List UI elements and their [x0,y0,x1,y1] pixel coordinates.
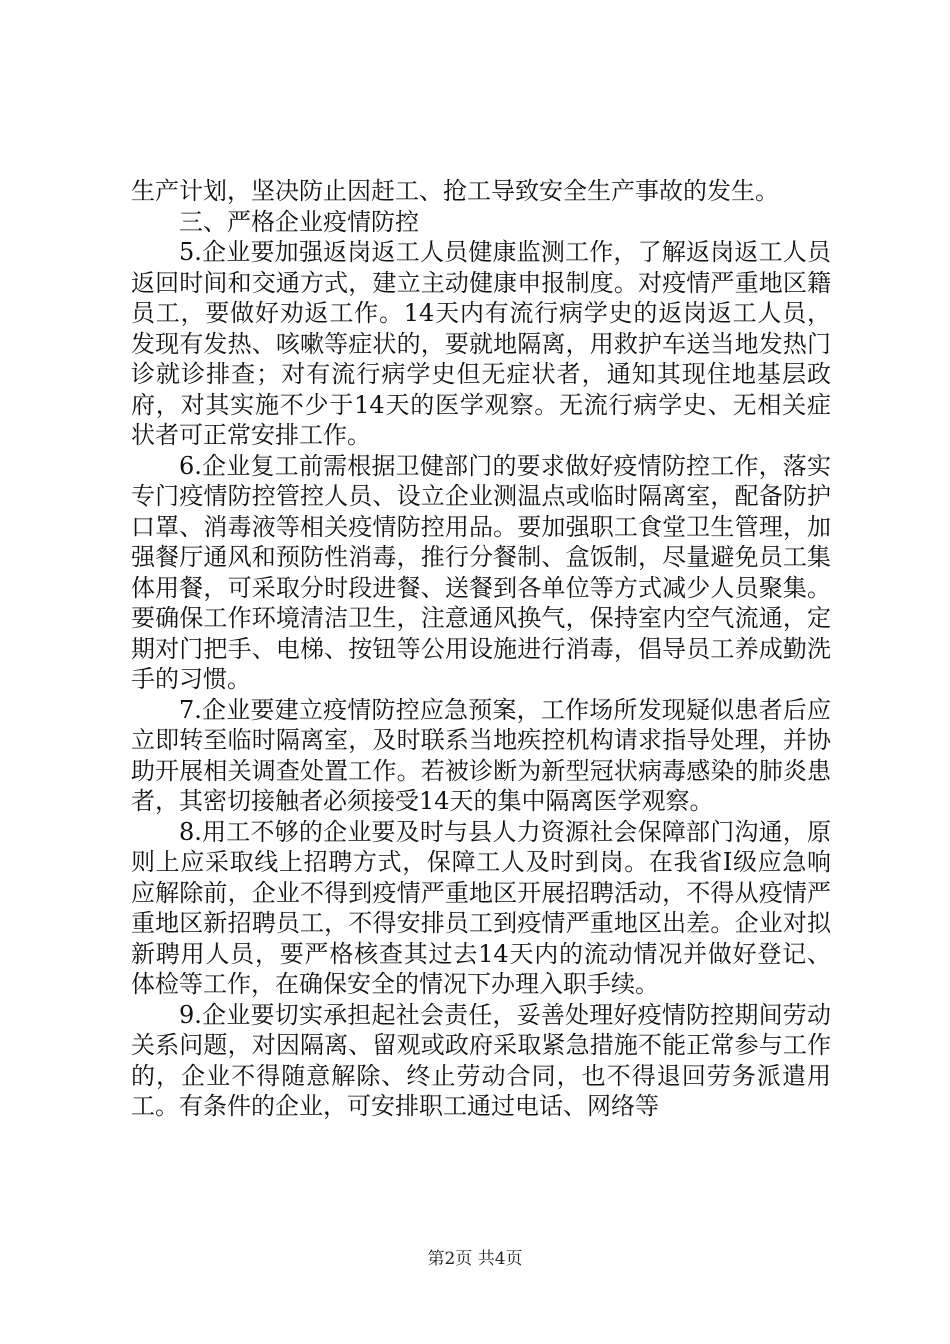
paragraph-item-5: 5.企业要加强返岗返工人员健康监测工作，了解返岗返工人员返回时间和交通方式，建立主动健康申报制度。对疫情严重地区籍员工，要做好劝返工作。14天内有流行病学史的返岗返工人员，发现有发热、咳嗽等症状的，要就地隔离，用救护车送当地发热门诊就诊排查；对有流行病学史但无症状者，通知其现住地基层政府，对其实施不少于14天的医学观察。无流行病学史、无相关症状者可正常安排工作。 [131,238,831,449]
paragraph-item-9: 9.企业要切实承担起社会责任，妥善处理好疫情防控期间劳动关系问题，对因隔离、留观或政府采取紧急措施不能正常参与工作的，企业不得随意解除、终止劳动合同，也不得退回劳务派遣用工。有条件的企业，可安排职工通过电话、网络等 [131,1000,831,1120]
paragraph-item-7: 7.企业要建立疫情防控应急预案，工作场所发现疑似患者后应立即转至临时隔离室，及时联系当地疾控机构请求指导处理，并协助开展相关调查处置工作。若被诊断为新型冠状病毒感染的肺炎患者，其密切接触者必须接受14天的集中隔离医学观察。 [131,695,831,815]
section-heading: 三、严格企业疫情防控 [179,207,419,236]
document-body [131,176,831,1122]
paragraph-item-6: 6.企业复工前需根据卫健部门的要求做好疫情防控工作，落实专门疫情防控管控人员、设立企业测温点或临时隔离室，配备防护口罩、消毒液等相关疫情防控用品。要加强职工食堂卫生管理，加强餐厅通风和预防性消毒，推行分餐制、盒饭制，尽量避免员工集体用餐，可采取分时段进餐、送餐到各单位等方式减少人员聚集。要确保工作环境清洁卫生，注意通风换气，保持室内空气流通，定期对门把手、电梯、按钮等公用设施进行消毒，倡导员工养成勤洗手的习惯。 [131,451,831,693]
page-number-footer: 第2页 共4页 [427,1249,523,1269]
paragraph-item-8: 8.用工不够的企业要及时与县人力资源社会保障部门沟通，原则上应采取线上招聘方式，保障工人及时到岗。在我省Ⅰ级应急响应解除前，企业不得到疫情严重地区开展招聘活动，不得从疫情严重地区新招聘员工，不得安排员工到疫情严重地区出差。企业对拟新聘用人员，要严格核查其过去14天内的流动情况并做好登记、体检等工作，在确保安全的情况下办理入职手续。 [131,817,831,998]
paragraph-continuation: 生产计划，坚决防止因赶工、抢工导致安全生产事故的发生。 [131,177,779,205]
